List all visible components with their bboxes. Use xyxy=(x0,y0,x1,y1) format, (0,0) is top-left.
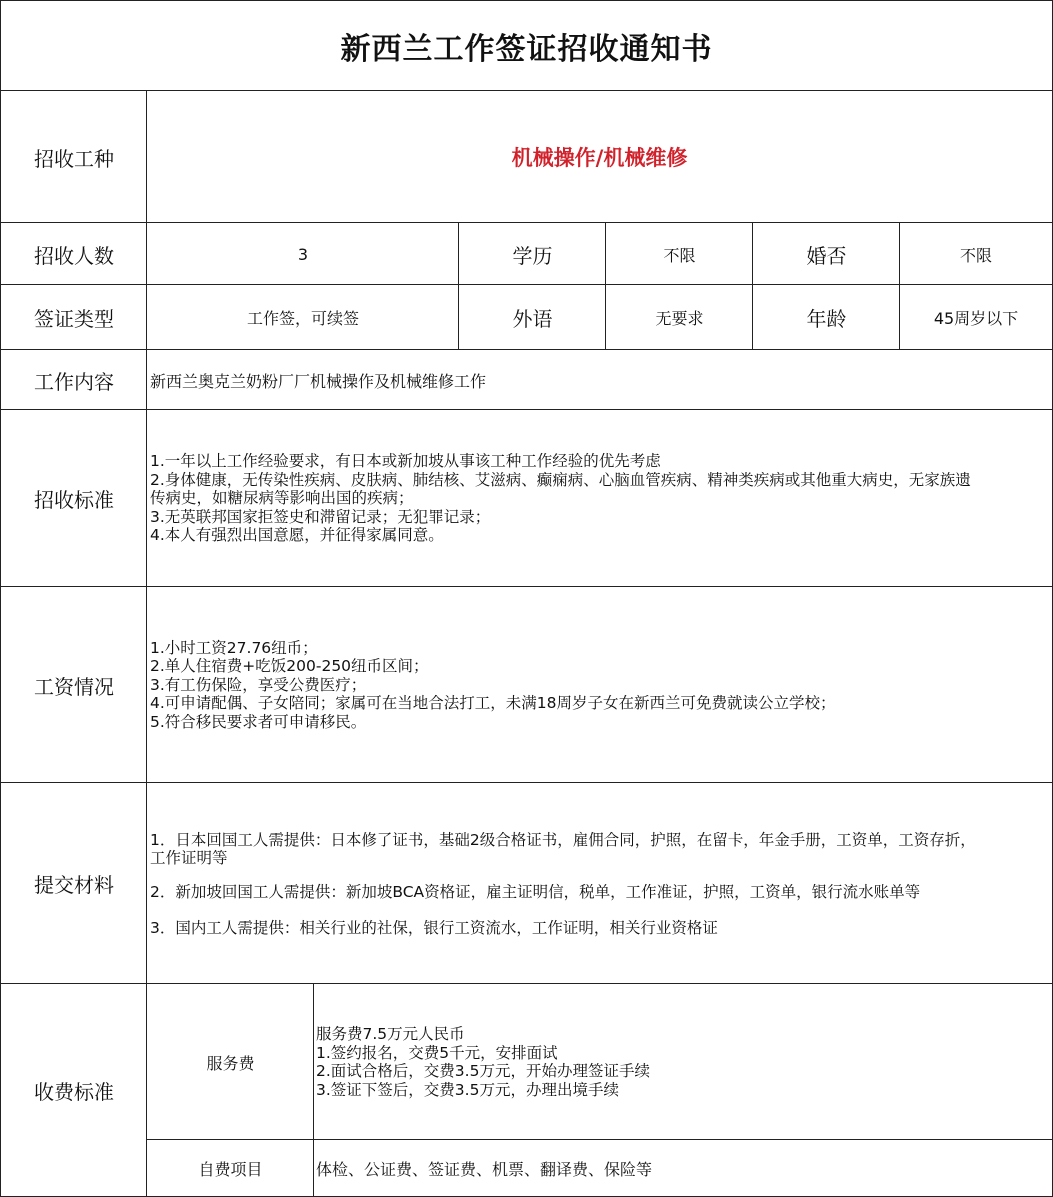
job-content-value: 新西兰奥克兰奶粉厂厂机械操作及机械维修工作 xyxy=(146,349,1053,411)
page-title: 新西兰工作签证招收通知书 xyxy=(0,0,1053,92)
materials-label: 提交材料 xyxy=(0,782,148,985)
materials-line: 3．国内工人需提供：相关行业的社保，银行工资流水，工作证明，相关行业资格证 xyxy=(150,918,718,937)
service-fee-line: 2.面试合格后，交费3.5万元，开始办理签证手续 xyxy=(316,1062,650,1080)
visa-type-label: 签证类型 xyxy=(0,284,148,351)
language-value: 无要求 xyxy=(605,284,754,351)
materials-line: 2．新加坡回国工人需提供：新加坡BCA资格证，雇主证明信，税单，工作准证，护照，工资单，银行流水账单等 xyxy=(150,882,921,901)
salary-list xyxy=(150,639,836,732)
standard-line: 4.本人有强烈出国意愿，并征得家属同意。 xyxy=(150,526,444,545)
salary-line: 1.小时工资27.76纽币； xyxy=(150,638,318,657)
standard-label: 招收标准 xyxy=(0,409,148,588)
service-fee-line: 3.签证下签后，交费3.5万元，办理出境手续 xyxy=(316,1080,619,1099)
salary-line: 3.有工伤保险，享受公费医疗； xyxy=(150,675,367,694)
materials-content xyxy=(146,782,1053,985)
marriage-value: 不限 xyxy=(899,222,1053,286)
service-fee-label: 服务费 xyxy=(146,983,315,1141)
job-type-value: 机械操作/机械维修 xyxy=(146,90,1053,224)
education-label: 学历 xyxy=(458,222,607,286)
job-type-label: 招收工种 xyxy=(0,90,148,224)
standard-line: 1.一年以上工作经验要求，有日本或新加坡从事该工种工作经验的优先考虑 xyxy=(150,452,661,471)
job-content-label: 工作内容 xyxy=(0,349,148,411)
self-paid-value: 体检、公证费、签证费、机票、翻译费、保险等 xyxy=(313,1139,1053,1197)
standard-content xyxy=(146,409,1053,588)
standard-line: 传病史，如糖尿病等影响出国的疾病； xyxy=(150,489,414,508)
materials-line: 工作证明等 xyxy=(150,848,228,867)
service-fee-line: 服务费7.5万元人民币 xyxy=(316,1025,465,1043)
salary-label: 工资情况 xyxy=(0,586,148,784)
service-fee-line: 1.签约报名，交费5千元，安排面试 xyxy=(316,1043,558,1062)
visa-type-value: 工作签，可续签 xyxy=(146,284,460,351)
standard-line: 3.无英联邦国家拒签史和滞留记录；无犯罪记录； xyxy=(150,507,491,526)
age-value: 45周岁以下 xyxy=(899,284,1053,351)
service-fee-content xyxy=(313,983,1053,1141)
salary-line: 4.可申请配偶、子女陪同；家属可在当地合法打工，未满18周岁子女在新西兰可免费就读公立学校； xyxy=(150,694,836,713)
language-label: 外语 xyxy=(458,284,607,351)
salary-line: 2.单人住宿费+吃饭200-250纽币区间； xyxy=(150,657,429,676)
standard-list xyxy=(150,452,971,545)
education-value: 不限 xyxy=(605,222,754,286)
count-value: 3 xyxy=(146,222,460,286)
salary-content xyxy=(146,586,1053,784)
fees-label: 收费标准 xyxy=(0,983,148,1197)
age-label: 年龄 xyxy=(752,284,901,351)
count-label: 招收人数 xyxy=(0,222,148,286)
materials-list xyxy=(150,831,976,937)
self-paid-label: 自费项目 xyxy=(146,1139,315,1197)
materials-line: 1．日本回国工人需提供：日本修了证书，基础2级合格证书，雇佣合同，护照，在留卡，年金手册，工资单，工资存折， xyxy=(150,830,976,849)
service-fee-list xyxy=(316,1025,650,1099)
standard-line: 2.身体健康，无传染性疾病、皮肤病、肺结核、艾滋病、癫痫病、心脑血管疾病、精神类疾病或其他重大病史，无家族遗 xyxy=(150,470,971,489)
marriage-label: 婚否 xyxy=(752,222,901,286)
salary-line: 5.符合移民要求者可申请移民。 xyxy=(150,712,367,731)
